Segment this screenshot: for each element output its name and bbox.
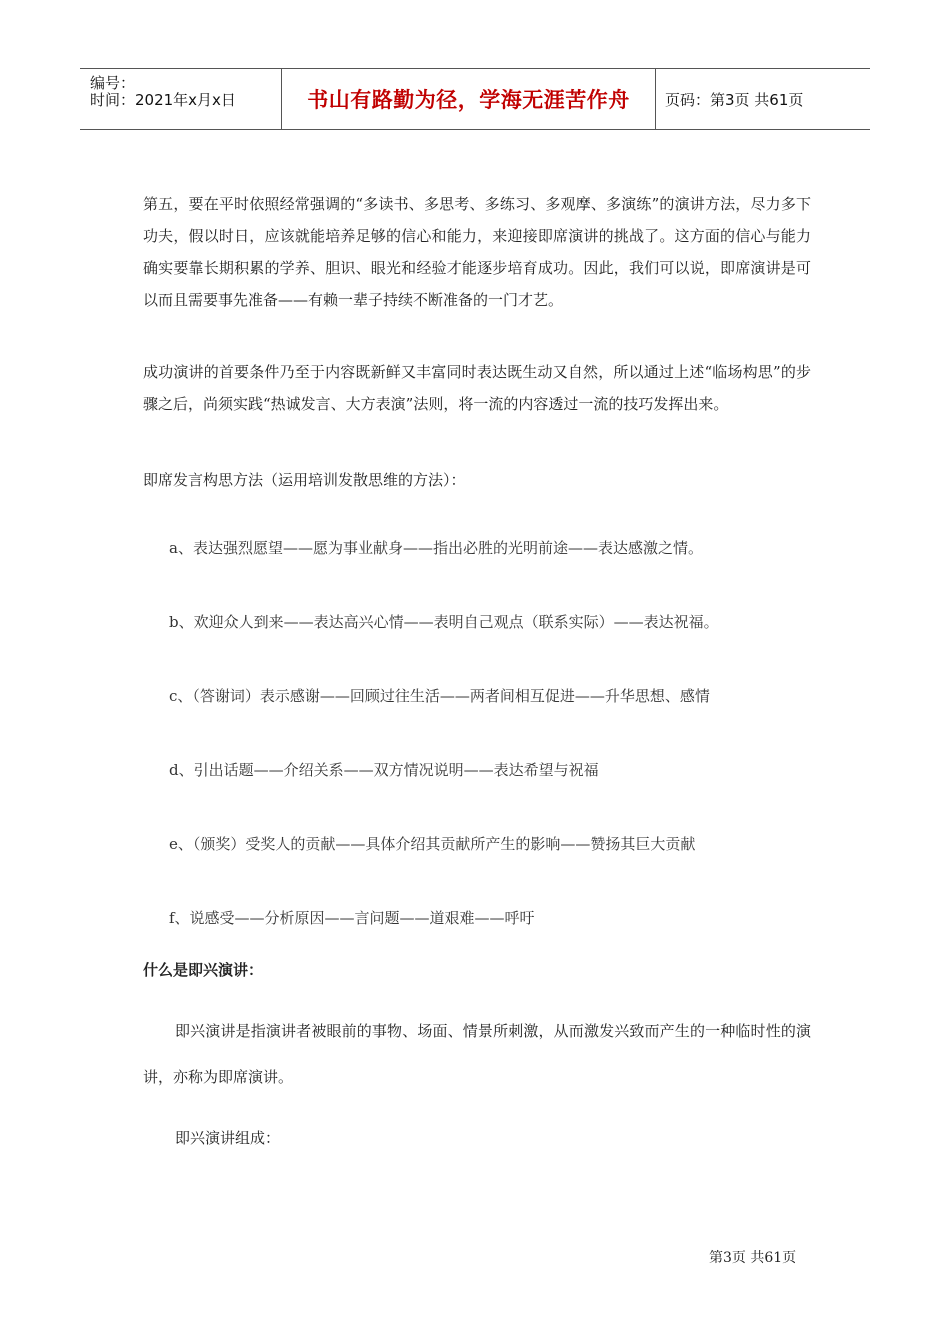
header-meta	[80, 69, 280, 129]
methods-title: 即席发言构思方法（运用培训发散思维的方法）：	[143, 471, 466, 489]
method-item-c: c、（答谢词）表示感谢——回顾过往生活——两者间相互促进——升华思想、感情	[169, 687, 710, 705]
method-item-b: b、欢迎众人到来——表达高兴心情——表明自己观点（联系实际）——表达祝福。	[169, 613, 719, 631]
paragraph-2: 成功演讲的首要条件乃至于内容既新鲜又丰富同时表达既生动又自然，所以通过上述“临场构思”的步骤之后，尚须实践“热诚发言、大方表演”法则，将一流的内容透过一流的技巧发挥出来。	[143, 363, 811, 413]
page-header	[80, 68, 870, 130]
paragraph-4: 即兴演讲组成：	[175, 1129, 281, 1147]
section-heading: 什么是即兴演讲：	[143, 961, 264, 979]
number-label: 编号：	[90, 74, 136, 92]
document-body	[143, 188, 811, 1154]
paragraph-3: 即兴演讲是指演讲者被眼前的事物、场面、情景所刺激，从而激发兴致而产生的一种临时性的演讲，亦称为即席演讲。	[143, 1022, 811, 1086]
paragraph-1: 第五，要在平时依照经常强调的“多读书、多思考、多练习、多观摩、多演练”的演讲方法，尽力多下功夫，假以时日，应该就能培养足够的信心和能力，来迎接即席演讲的挑战了。这方面的信心与能力确实要靠长期积累的学养、胆识、眼光和经验才能逐步培育成功。因此，我们可以说，即席演讲是可以而且需要事先准备——有赖一辈子持续不断准备的一门才艺。	[143, 195, 811, 309]
method-item-e: e、（颁奖）受奖人的贡献——具体介绍其贡献所产生的影响——赞扬其巨大贡献	[169, 835, 696, 853]
method-item-a: a、表达强烈愿望——愿为事业献身——指出必胜的光明前途——表达感激之情。	[169, 539, 703, 557]
header-motto: 书山有路勤为径，学海无涯苦作舟	[281, 69, 656, 129]
page-footer: 第3页 共61页	[709, 1250, 797, 1266]
header-page-info: 页码：第3页 共61页	[665, 90, 804, 109]
method-item-f: f、说感受——分析原因——言问题——道艰难——呼吁	[169, 909, 535, 927]
date-label: 时间：2021年x月x日	[90, 91, 236, 109]
method-item-d: d、引出话题——介绍关系——双方情况说明——表达希望与祝福	[169, 761, 599, 779]
